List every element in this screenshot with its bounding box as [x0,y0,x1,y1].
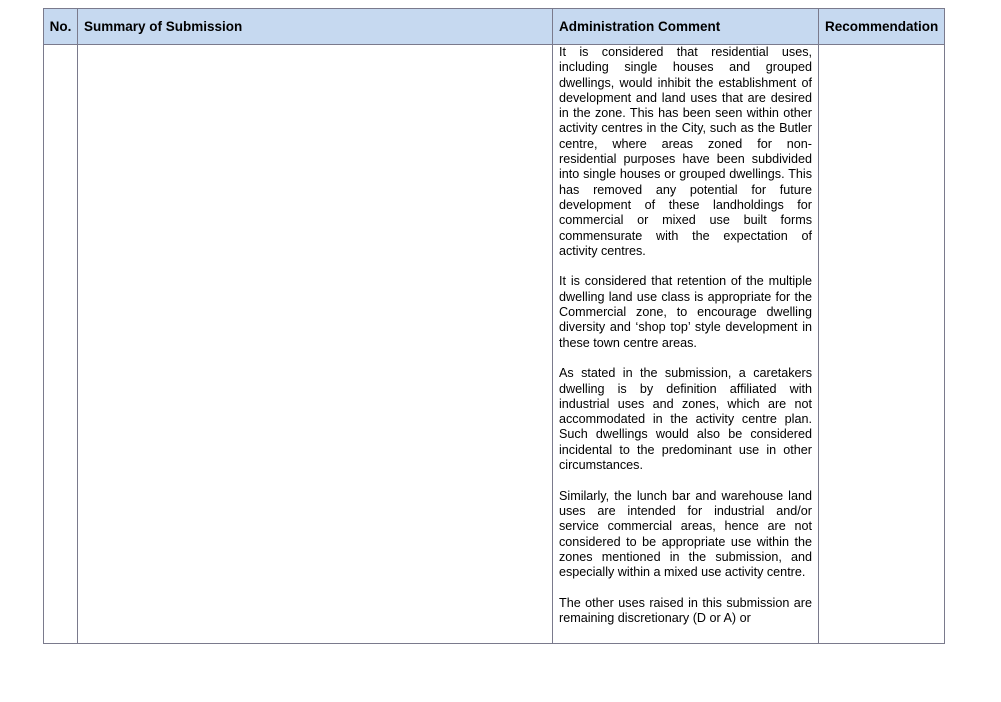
comment-paragraph: It is considered that retention of the multiple dwelling land use class is appropriate for the Commercial zone, to encourage dwelling diversity and ‘shop top’ style development in these town centre areas. [559,274,812,350]
header-administration-comment: Administration Comment [553,9,819,45]
comment-text [553,45,818,643]
table-header-row [44,9,945,45]
header-recommendation: Recommendation [819,9,945,45]
table-row [44,45,945,644]
header-summary: Summary of Submission [78,9,553,45]
cell-recommendation [819,45,945,644]
header-no: No. [44,9,78,45]
cell-summary [78,45,553,644]
comment-paragraph: It is considered that residential uses, including single houses and grouped dwellings, would inhibit the establishment of development and land uses that are desired in the zone. This has been seen within other activity centres in the City, such as the Butler centre, where areas zoned for non-residential purposes have been subdivided into single houses or grouped dwellings. This has removed any potential for future development of these landholdings for commercial or mixed use built forms commensurate with the expectation of activity centres. [559,45,812,258]
submissions-table [43,8,945,644]
cell-no [44,45,78,644]
comment-paragraph: The other uses raised in this submission are remaining discretionary (D or A) or [559,595,812,625]
comment-paragraph: As stated in the submission, a caretakers dwelling is by definition affiliated with industrial uses and zones, which are not accommodated in the activity centre plan. Such dwellings would also be considered incidental to the predominant use in other circumstances. [559,366,812,473]
comment-paragraph: Similarly, the lunch bar and warehouse land uses are intended for industrial and/or service commercial areas, hence are not considered to be appropriate use within the zones mentioned in the submission, and especially within a mixed use activity centre. [559,488,812,580]
cell-administration-comment [553,45,819,644]
